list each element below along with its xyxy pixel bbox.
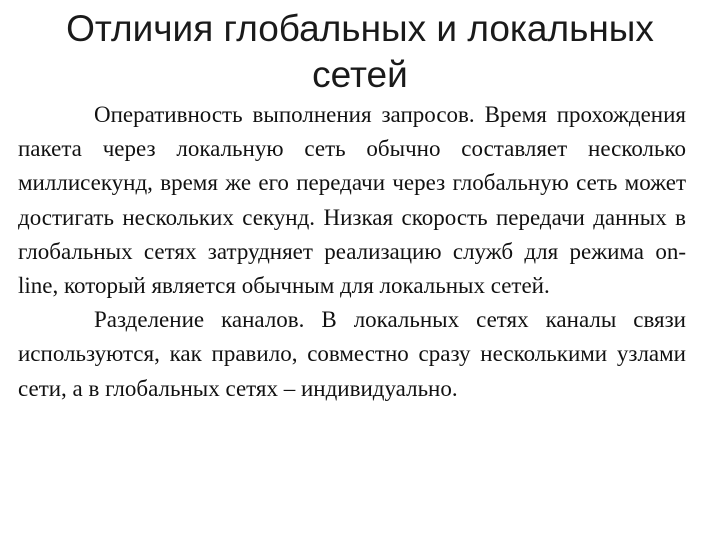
slide-title (40, 6, 680, 98)
slide-title-line-2: сетей (312, 54, 408, 95)
slide-title-line-1: Отличия глобальных и локальных (66, 8, 654, 49)
paragraph-channel-sharing: Разделение каналов. В локальных сетях каналы связи используются, как правило, совместно сразу несколькими узлами сети, а в глобальных сетях – индивидуально. (18, 307, 686, 401)
slide-body (18, 98, 686, 406)
paragraph-response-speed: Оперативность выполнения запросов. Время прохождения пакета через локальную сеть обычно составляет несколько миллисекунд, время же его передачи через глобальную сеть может достигать нескольких секунд. Низкая скорость передачи данных в глобальных сетях затрудняет реализацию служб для режима on-line, который является обычным для локальных сетей. (18, 102, 686, 299)
